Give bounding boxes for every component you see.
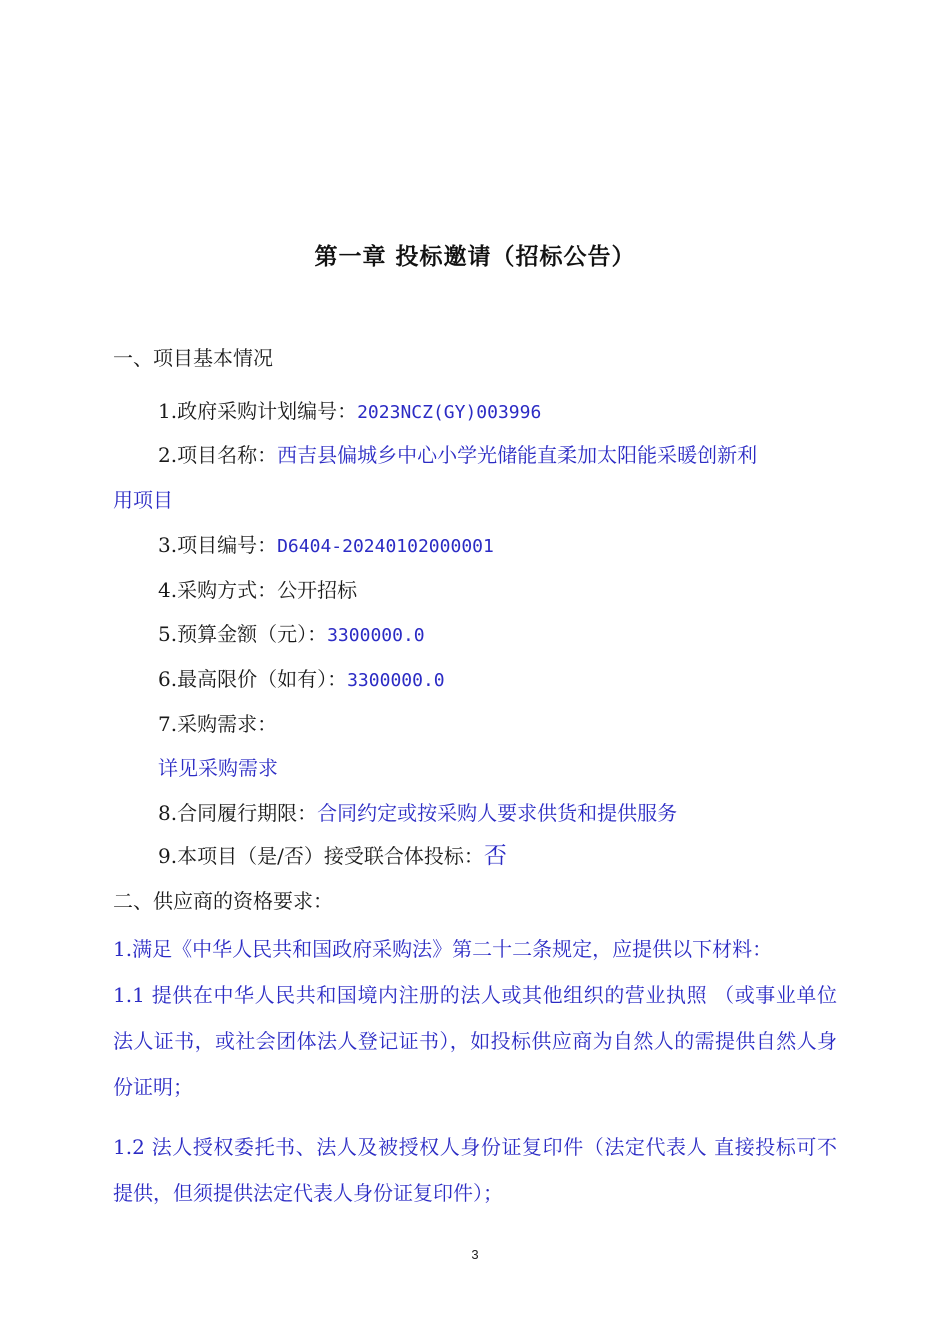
item-value: 合同约定或按采购人要求供货和提供服务 [317, 801, 678, 825]
item-project-number [158, 531, 494, 561]
item-project-name [158, 441, 757, 469]
item-label: 9.本项目（是/否）接受联合体投标： [158, 844, 484, 868]
item-label: 6.最高限价（如有）： [158, 667, 348, 691]
section-1-heading: 一、项目基本情况 [113, 346, 273, 370]
item-value: 2023NCZ(GY)003996 [357, 402, 542, 423]
item-requirements-value: 详见采购需求 [158, 756, 278, 780]
chapter-title: 第一章 投标邀请（招标公告） [314, 244, 636, 270]
item-max-price [158, 665, 445, 695]
item-label: 8.合同履行期限： [158, 801, 318, 825]
item-contract-period [158, 799, 677, 827]
item-value: D6404-20240102000001 [277, 536, 494, 557]
item-project-name-continued: 用项目 [113, 488, 173, 512]
item-value: 3300000.0 [327, 625, 425, 646]
item-value: 西吉县偏城乡中心小学光储能直柔加太阳能采暖创新利 [277, 443, 758, 467]
item-label: 5.预算金额（元）： [158, 622, 328, 646]
page-number: 3 [471, 1247, 479, 1262]
item-label: 2.项目名称： [158, 443, 278, 467]
item-value: 公开招标 [277, 578, 358, 602]
requirement-1-1: 1.1 提供在中华人民共和国境内注册的法人或其他组织的营业执照 （或事业单位法人证书，或社会团体法人登记证书），如投标供应商为自然人的需提供自然人身份证明； [113, 983, 837, 1099]
item-label: 1.政府采购计划编号： [158, 399, 358, 423]
item-label: 3.项目编号： [158, 533, 278, 557]
item-label: 4.采购方式： [158, 578, 278, 602]
item-requirements-label: 7.采购需求： [158, 712, 278, 736]
item-procurement-method [158, 576, 357, 604]
item-plan-number [158, 397, 541, 427]
item-value: 否 [483, 843, 507, 869]
item-budget [158, 620, 425, 650]
item-consortium [158, 842, 507, 870]
item-value: 3300000.0 [347, 670, 445, 691]
section-2-heading: 二、供应商的资格要求： [113, 889, 333, 913]
requirement-1: 1.满足《中华人民共和国政府采购法》第二十二条规定，应提供以下材料： [113, 937, 773, 961]
requirement-1-2: 1.2 法人授权委托书、法人及被授权人身份证复印件（法定代表人 直接投标可不提供，但须提供法定代表人身份证复印件）； [113, 1135, 837, 1205]
